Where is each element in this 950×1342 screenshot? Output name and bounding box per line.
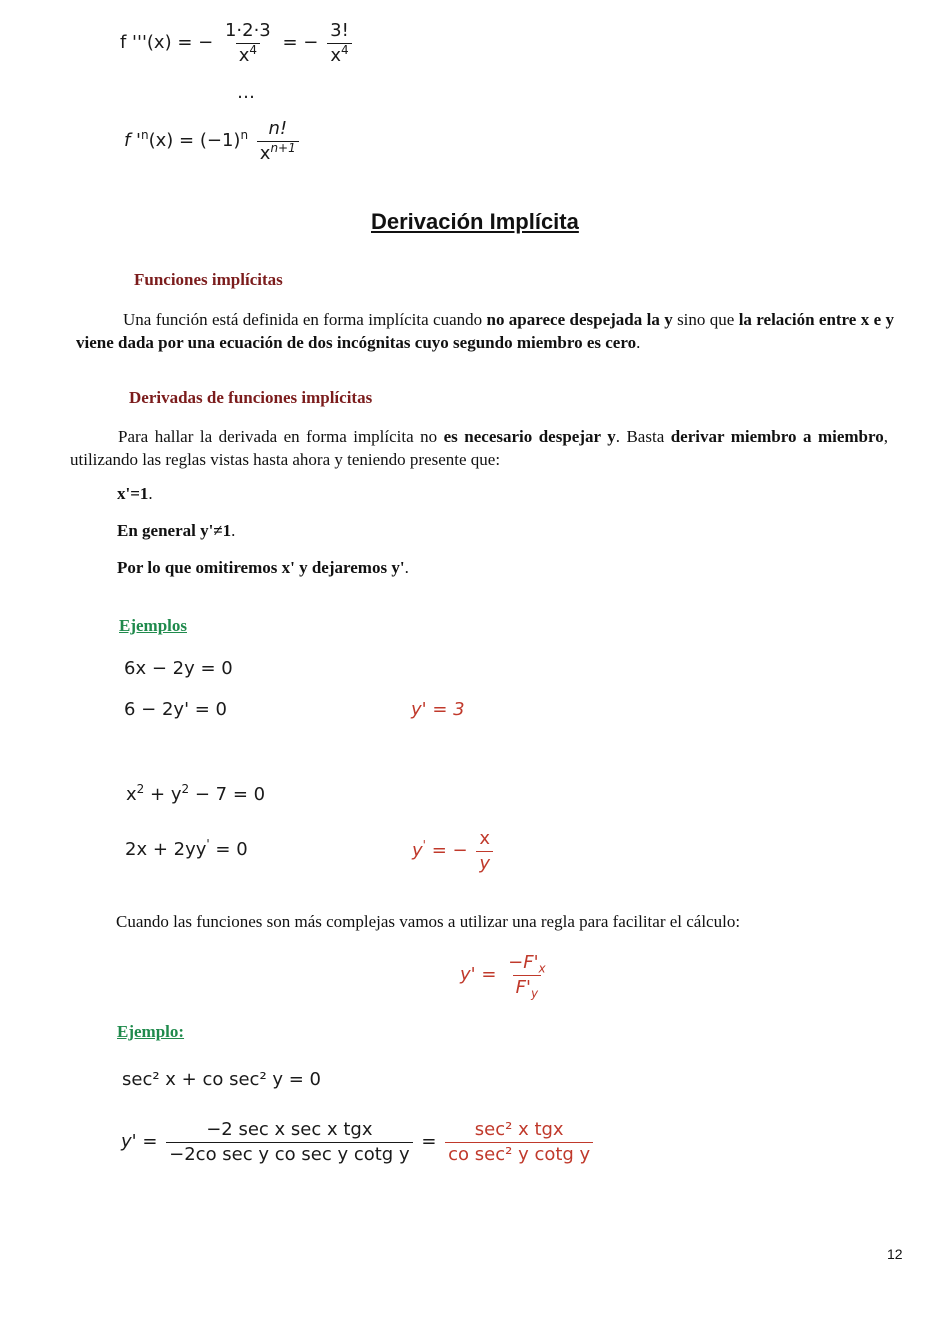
section1-paragraph <box>76 308 894 354</box>
s2-bold-d: derivar miembro a miembro <box>670 427 884 446</box>
e4-res-eq: = − <box>425 840 468 861</box>
fn-n: n <box>141 128 149 142</box>
example-heading: Ejemplo: <box>117 1022 185 1041</box>
s2-text-a: Para hallar la derivada en forma implícita no <box>118 427 444 446</box>
fn-den: x <box>259 143 271 164</box>
rule-num-sub: x <box>538 961 546 976</box>
example-2-equation <box>126 784 265 805</box>
e4-res-fraction <box>476 828 493 874</box>
example-2-derivative <box>125 839 248 860</box>
f3-num1: 1·2·3 <box>224 20 271 41</box>
e3-x: x <box>126 784 137 805</box>
ex3-den2: co sec² y cotg y <box>445 1142 593 1165</box>
ex3-fraction-1 <box>166 1119 412 1165</box>
ex3-num2: sec² x tgx <box>474 1119 564 1140</box>
rule-intro-text: Cuando las funciones son más complejas vamos a utilizar una regla para facilitar el cálculo: <box>116 912 741 931</box>
nth-derivative-formula <box>124 118 302 164</box>
rule-num-text: −F' <box>508 952 539 973</box>
f3-exp2: 4 <box>340 43 349 57</box>
f3-lhs: f '''(x) = − <box>120 32 214 53</box>
rule-2-end: . <box>231 521 236 540</box>
example-2-result <box>412 828 496 874</box>
fn-den-exp: n+1 <box>270 141 296 155</box>
examples-heading: Ejemplos <box>119 616 187 635</box>
e3-exp-x: 2 <box>136 782 145 796</box>
ex3-num1: −2 sec x sec x tgx <box>206 1119 373 1140</box>
e3-y: + y <box>144 784 182 805</box>
e3-exp-y: 2 <box>181 782 190 796</box>
f3-den1: x <box>238 45 250 66</box>
ex3-den1: −2co sec y co sec y cotg y <box>166 1142 412 1165</box>
s1-text-a: Una función está definida en forma implícita cuando <box>123 310 487 329</box>
example-1-equation: 6x − 2y = 0 <box>124 658 233 679</box>
implicit-derivative-rule <box>460 952 552 1001</box>
s1-text-c: sino que <box>672 310 739 329</box>
rule-1-end: . <box>148 484 153 503</box>
f3-den2: x <box>330 45 341 66</box>
e4-res-den: y <box>476 851 493 874</box>
s2-text-c: . Basta <box>615 427 671 446</box>
ex3-lhs: y' = <box>121 1131 158 1152</box>
rule-den-text: F' <box>515 977 531 998</box>
rule-3-end: . <box>404 558 409 577</box>
example-3-equation: sec² x + co sec² y = 0 <box>122 1069 322 1090</box>
rule-den <box>513 975 541 1001</box>
f3-eq: = − <box>282 32 319 53</box>
rule-line-2 <box>117 521 235 541</box>
s1-bold-b: no aparece despejada la y <box>486 310 673 329</box>
f3-exp1: 4 <box>249 43 257 57</box>
example-1-derivative: 6 − 2y' = 0 <box>124 699 228 720</box>
fn-exp: n <box>240 128 249 142</box>
rule-fraction <box>505 952 549 1001</box>
page-number: 12 <box>887 1246 903 1262</box>
ex3-eq: = <box>421 1131 437 1152</box>
section-heading-derivadas: Derivadas de funciones implícitas <box>129 388 373 407</box>
s2-bold-b: es necesario despejar y <box>443 427 616 446</box>
rule-num <box>505 952 549 975</box>
example-3-derivative <box>121 1119 596 1165</box>
e4-res-num: x <box>479 828 490 849</box>
f3-fraction-1 <box>222 20 274 66</box>
s2-text-e: , utilizando las reglas vistas hasta ahora y teniendo presente que: <box>70 427 888 469</box>
e4-res-prime: ' <box>422 838 426 852</box>
ellipsis: … <box>237 82 255 103</box>
fn-mid: (x) = (−1) <box>148 130 241 151</box>
ex3-fraction-2 <box>445 1119 593 1165</box>
rule-den-sub: y <box>530 986 539 1001</box>
e4-end: = 0 <box>209 839 248 860</box>
e4-res-lhs: y <box>412 840 423 861</box>
fn-fraction <box>257 118 299 164</box>
third-derivative-formula <box>120 20 355 66</box>
rule-line-1 <box>117 484 153 504</box>
rule-2-text: En general y'≠1 <box>117 521 232 540</box>
f3-num2: 3! <box>330 20 349 41</box>
s1-text-e: . <box>636 333 641 352</box>
f3-fraction-2 <box>327 20 352 66</box>
rule-lhs: y' = <box>460 964 497 985</box>
e3-rest: − 7 = 0 <box>189 784 266 805</box>
rule-line-3 <box>117 558 409 578</box>
example-1-result: y' = 3 <box>411 699 465 720</box>
fn-lhs: f ' <box>124 130 142 151</box>
rule-3-text: Por lo que omitiremos x' y dejaremos y' <box>117 558 405 577</box>
page-title: Derivación Implícita <box>371 209 579 234</box>
section-heading-funciones-implicitas: Funciones implícitas <box>134 270 283 289</box>
rule-1-text: x'=1 <box>117 484 149 503</box>
section2-paragraph <box>70 425 888 471</box>
e4-prime: ' <box>206 837 210 851</box>
fn-num: n! <box>268 118 288 139</box>
e4-text: 2x + 2yy <box>125 839 207 860</box>
s1-bold-d: la relación entre x e y viene dada por una ecuación de dos incógnitas cuyo segundo miembro es cero <box>76 310 894 352</box>
